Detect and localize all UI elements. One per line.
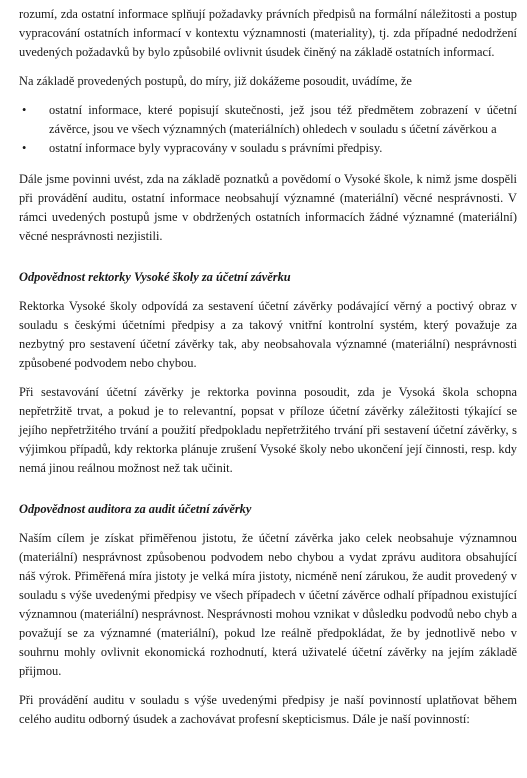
paragraph-materiality: rozumí, zda ostatní informace splňují požadavky právních předpisů na formální náležitosti a postup vypracování ostatních informací v kontextu významnosti (materiality), tj. zda případné nedodržení uvedených požadavků by bylo způsobilé ovlivnit úsudek činěný na základě ostatních informací. — [19, 7, 517, 59]
paragraph-audit-objective: Naším cílem je získat přiměřenou jistotu, že účetní závěrka jako celek neobsahuje významnou (materiální) nesprávnost způsobenou podvodem nebo chybou a vydat zprávu auditora obsahující náš výrok. Přiměřená míra jistoty je velká míra jistoty, nicméně není zárukou, že audit provedený v souladu s výše uvedenými předpisy ve všech případech v účetní závěrce odhalí případnou existující významnou (materiální) nesprávnost. Nesprávnosti mohou vznikat v důsledku podvodů nebo chyb a považují se za významné (materiální), pokud lze reálně předpokládat, že by jednotlivě nebo v souhrnu mohly ovlivnit ekonomická rozhodnutí, která uživatelé účetní závěrky na jejím základě přijmou. — [19, 531, 517, 678]
paragraph-auditor-duties: Při provádění auditu v souladu s výše uvedenými předpisy je naší povinností uplatňovat během celého auditu odborný úsudek a zachovávat profesní skepticismus. Dále je naší povinností: — [19, 693, 517, 726]
paragraph-obligation: Dále jsme povinni uvést, zda na základě poznatků a povědomí o Vysoké škole, k nimž jsme dospěli při provádění auditu, ostatní informace neobsahují významné (materiální) věcné nesprávnosti. V rámci uvedených postupů jsme v obdržených ostatních informacích žádné významné (materiální) věcné nesprávnosti nezjistili. — [19, 172, 517, 243]
paragraph-going-concern: Při sestavování účetní závěrky je rektorka povinna posoudit, zda je Vysoká škola schopna nepřetržitě trvat, a pokud je to relevantní, popsat v příloze účetní závěrky záležitosti týkající se jejího nepřetržitého trvání a použití předpokladu nepřetržitého trvání při sestavení účetní závěrky, s výjimkou případů, kdy rektorka plánuje zrušení Vysoké školy nebo ukončení její činnosti, resp. kdy nemá jinou reálnou možnost než tak učinit. — [19, 385, 517, 475]
bullet-icon: • — [22, 103, 27, 117]
heading-rector-responsibility: Odpovědnost rektorky Vysoké školy za účetní závěrku — [19, 270, 291, 284]
findings-list — [19, 101, 517, 158]
paragraph-rector-responsibility: Rektorka Vysoké školy odpovídá za sestavení účetní závěrky podávající věrný a poctivý obraz v souladu s českými účetními předpisy a za takový vnitřní kontrolní systém, který považuje za nezbytný pro sestavení účetní závěrky tak, aby neobsahovala významné (materiální) nesprávnosti způsobené podvodem nebo chybou. — [19, 299, 517, 370]
bullet-icon: • — [22, 141, 27, 155]
paragraph-based-on-procedures: Na základě provedených postupů, do míry, již dokážeme posoudit, uvádíme, že — [19, 74, 412, 88]
list-item: • ostatní informace, které popisují skutečnosti, jež jsou též předmětem zobrazení v účetní závěrce, jsou ve všech významných (materiálních) ohledech v souladu s účetní závěrkou a — [22, 103, 517, 136]
heading-auditor-responsibility: Odpovědnost auditora za audit účetní závěrky — [19, 502, 252, 516]
list-item: • ostatní informace byly vypracovány v souladu s právními předpisy. — [19, 139, 517, 158]
